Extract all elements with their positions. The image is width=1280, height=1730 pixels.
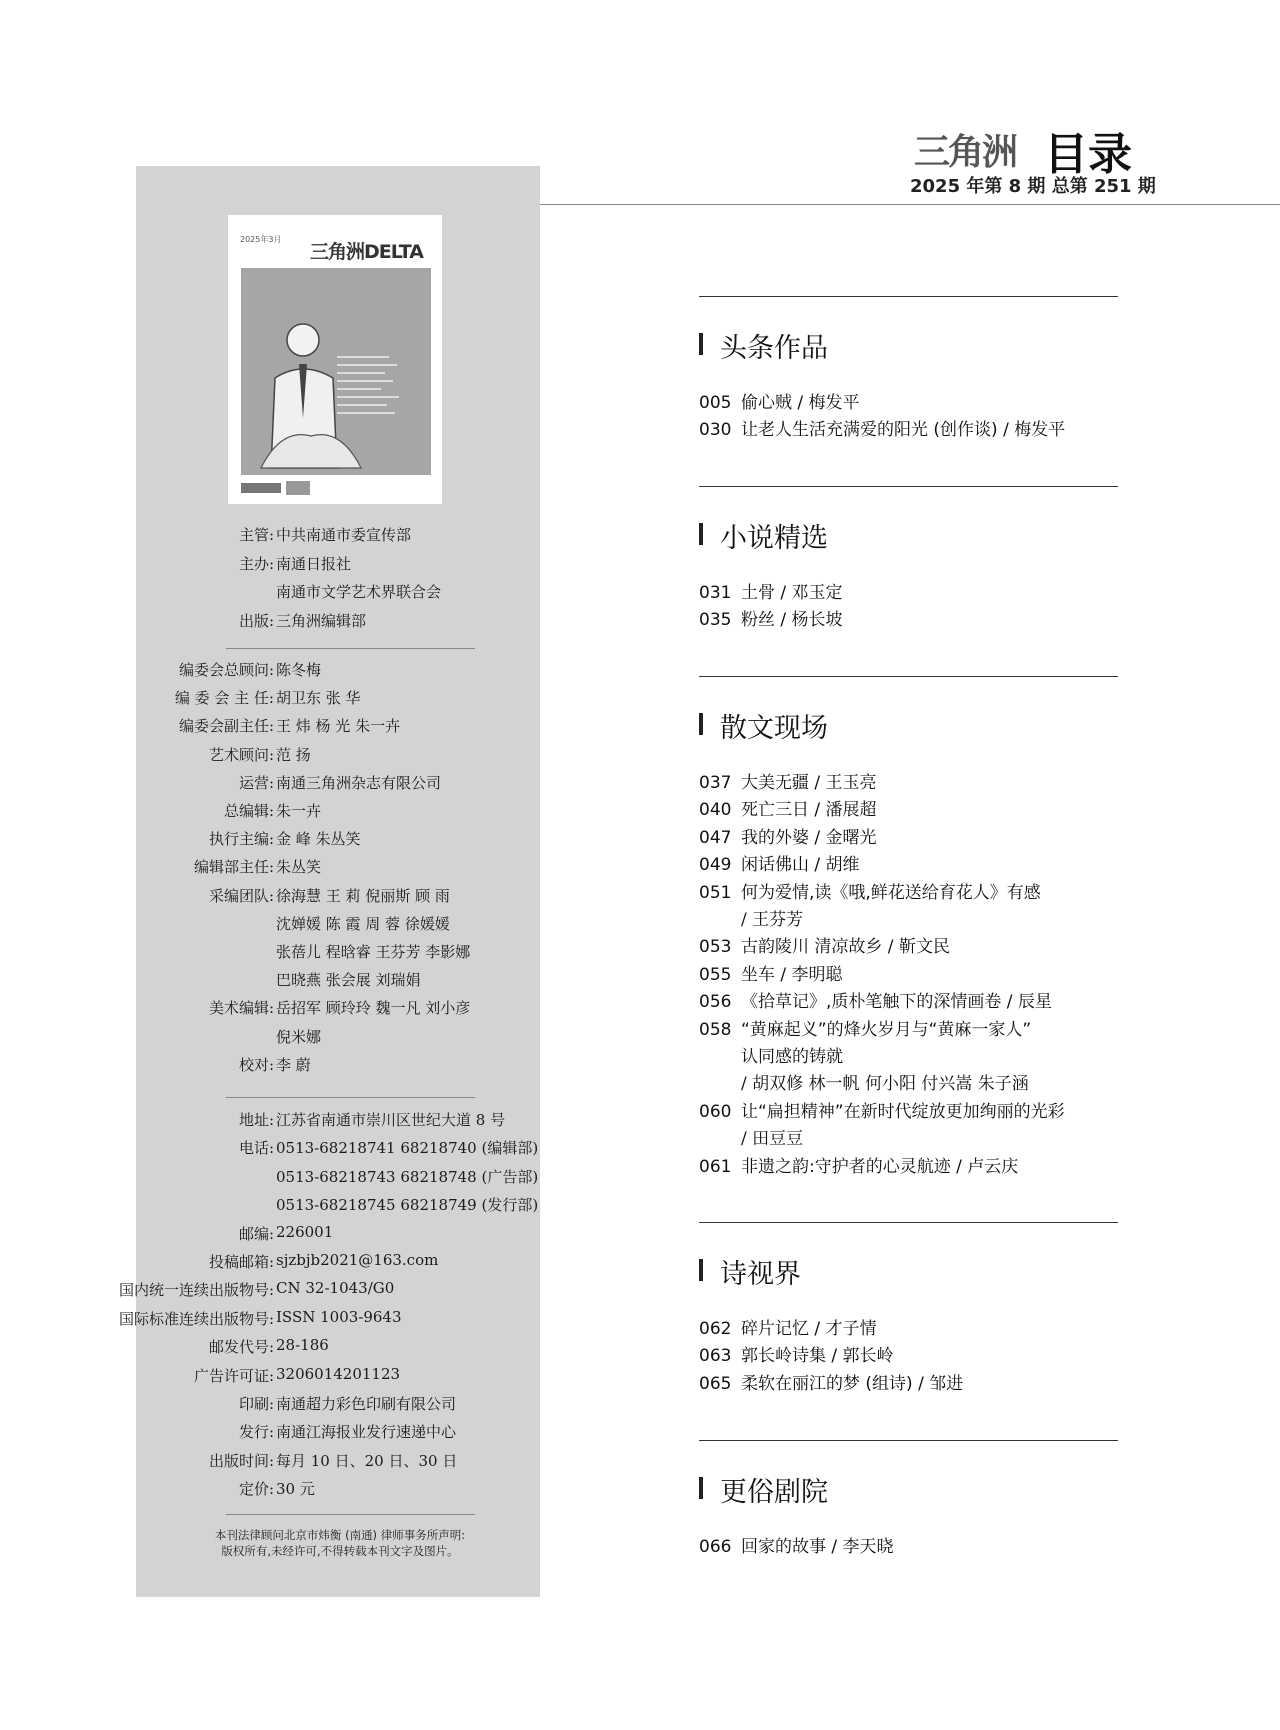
article-title: 郭长岭诗集 [741,1346,826,1367]
author-name: 胡维 [825,855,860,876]
author-separator: / [882,937,899,958]
page-number: 035 [699,610,732,631]
page-number: 065 [699,1373,732,1394]
article-title: 我的外婆 [741,827,809,848]
section-title: 散文现场 [720,713,828,744]
masthead-label: 艺术顾问: [208,745,274,764]
section-title: 头条作品 [720,333,828,364]
page-number: 056 [699,992,732,1013]
article-title: 回家的故事 [741,1537,826,1557]
article-title: 粉丝 [741,610,775,631]
masthead-value: 范 扬 [276,745,311,764]
page-number: 053 [699,937,732,958]
author-separator: / [1001,992,1018,1013]
masthead-value: 中共南通市委宣传部 [276,526,412,544]
masthead-label: 主办: [238,554,274,573]
masthead-value: 江苏省南通市崇川区世纪大道 8 号 [276,1111,506,1129]
author-name: 卢云庆 [967,1156,1019,1177]
page-number: 060 [699,1101,732,1122]
masthead-divider-3 [226,1514,475,1515]
barcode-icon [241,483,281,493]
section-divider [699,1222,1118,1223]
page-number: 037 [699,773,732,793]
qr-code-icon [286,481,310,495]
author-name: 靳文民 [898,937,950,958]
author-separator: / [809,855,826,876]
masthead-label: 执行主编: [208,830,274,849]
author-name: 李明聪 [791,964,843,985]
masthead-divider-2 [226,1097,475,1098]
masthead-value: 0513-68218741 68218740 (编辑部) [276,1139,539,1158]
section-marker [699,523,703,545]
author-separator: / [826,1346,843,1367]
masthead-label: 出版: [238,611,274,630]
toc-entry-continuation: 认同感的铸就 [741,1047,843,1067]
article-title: 大美无疆 [741,773,809,793]
legal-disclaimer [150,1527,530,1559]
masthead-value: sjzbjb2021@163.com [276,1251,439,1269]
masthead-value: 南通日报社 [276,554,352,573]
toc-entry[interactable] [699,1341,894,1366]
article-title: 坐车 [741,964,775,985]
section-divider [699,1440,1118,1441]
author-name: 王玉亮 [825,773,877,793]
masthead-divider-1 [226,648,475,649]
masthead-value: ISSN 1003-9643 [276,1307,402,1326]
masthead-value: 李 蔚 [276,1055,311,1074]
section-marker [699,333,703,355]
cover-image [228,215,442,504]
toc-entry[interactable] [699,960,843,985]
article-title: 柔软在丽江的梦 (组诗) [741,1373,913,1394]
masthead-value: 沈婵媛 陈 霞 周 蓉 徐媛媛 [276,914,450,933]
page-number: 058 [699,1019,732,1040]
toc-entry[interactable] [699,987,1052,1012]
author-name: 金曙光 [825,827,877,848]
author-name: 才子情 [825,1319,877,1339]
author-name: 李天晓 [842,1537,894,1557]
cover-logo: 三角洲DELTA [310,241,423,263]
section-marker [699,713,703,735]
masthead-label: 主管: [238,526,274,544]
cover-date: 2025年3月 [240,235,282,244]
toc-entry[interactable] [699,1015,1031,1040]
toc-entry[interactable] [699,578,843,603]
masthead-label: 邮发代号: [208,1338,274,1357]
masthead-label: 编委会副主任: [178,717,274,736]
toc-entry[interactable] [699,795,877,820]
author-name: 邹进 [929,1373,964,1394]
author-name: 辰星 [1017,992,1052,1013]
masthead-label: 国际标准连续出版物号: [118,1309,274,1328]
magazine-logo: 三角洲 [914,132,1017,173]
author-separator: / [809,1319,826,1339]
author-separator: / [912,1373,930,1394]
masthead-label: 校对: [238,1055,274,1074]
masthead-label: 邮编: [238,1224,274,1243]
masthead-value: 226001 [276,1222,334,1241]
toc-entry[interactable] [699,1532,894,1557]
page-number: 063 [699,1346,732,1367]
masthead-value: 0513-68218745 68218749 (发行部) [276,1196,539,1215]
masthead-label: 编 委 会 主 任: [174,689,274,708]
article-title: 非遗之韵:守护者的心灵航迹 [741,1156,951,1177]
page-number: 047 [699,827,732,848]
page-number: 040 [699,800,732,821]
section-marker [699,1477,703,1499]
masthead-label: 运营: [238,773,274,792]
masthead-value: 南通超力彩色印刷有限公司 [276,1395,457,1413]
masthead-label: 出版时间: [208,1451,274,1470]
toc-entry[interactable] [699,932,950,957]
masthead-value: 30 元 [276,1480,315,1499]
section-divider [699,486,1118,487]
article-title: 让“扁担精神”在新时代绽放更加绚丽的光彩 [741,1101,1065,1122]
toc-entry[interactable] [699,1097,1065,1122]
masthead-label: 投稿邮箱: [208,1253,274,1271]
page-number: 051 [699,882,732,903]
masthead-label: 美术编辑: [208,999,274,1018]
masthead-label: 采编团队: [208,886,274,905]
masthead-value: 陈冬梅 [276,661,322,679]
masthead-label: 广告许可证: [193,1366,274,1385]
masthead-value: 朱一卉 [276,802,322,820]
toc-entry[interactable] [699,823,877,848]
page-number: 062 [699,1319,732,1339]
author-name: 梅发平 [1014,420,1066,441]
section-title: 诗视界 [720,1259,801,1290]
cover-illustration [241,268,431,475]
page-number: 005 [699,393,732,413]
author-name: 梅发平 [808,393,860,413]
toc-entry[interactable] [699,1152,1018,1177]
masthead-label: 定价: [238,1480,274,1499]
article-title: 何为爱情,读《哦,鲜花送给育花人》有感 [741,882,1041,903]
masthead-value: 28-186 [276,1336,329,1355]
section-divider [699,676,1118,677]
page-number: 030 [699,420,732,441]
masthead-label: 电话: [238,1139,274,1158]
author-separator: / [809,800,826,821]
page-number: 066 [699,1537,732,1557]
section-marker [699,1259,703,1281]
author-separator: / [775,583,792,603]
masthead-label: 国内统一连续出版物号: [118,1281,274,1300]
masthead-value: 王 炜 杨 光 朱一卉 [276,717,401,736]
masthead-value: 徐海慧 王 莉 倪丽斯 顾 雨 [276,886,450,905]
article-title: 死亡三日 [741,800,809,821]
author-separator: / [950,1156,968,1177]
page-number: 061 [699,1156,732,1177]
masthead-label: 发行: [238,1423,274,1442]
author-separator: / [809,773,826,793]
author-name: 邓玉定 [791,583,843,603]
page-number: 055 [699,964,732,985]
article-title: 土骨 [741,583,775,603]
masthead-value: 3206014201123 [276,1364,401,1383]
masthead-value: 0513-68218743 68218748 (广告部) [276,1167,539,1186]
page-title: 目录 [1044,129,1132,180]
author-name: 杨长坡 [791,610,843,631]
masthead-value: 岳招军 顾玲玲 魏一凡 刘小彦 [276,999,471,1018]
author-separator: / [809,827,826,848]
masthead-value: 三角洲编辑部 [276,611,367,630]
portrait-illustration [241,268,431,475]
masthead-value: 巴晓燕 张会展 刘瑞娟 [276,971,421,990]
toc-entry-continuation: / 田豆豆 [741,1129,804,1150]
masthead-value: 胡卫东 张 华 [276,689,361,708]
masthead-value: 南通三角洲杂志有限公司 [276,773,442,792]
toc-entry[interactable] [699,1369,963,1394]
page-number: 031 [699,583,732,603]
masthead-value: 南通市文学艺术界联合会 [276,583,442,601]
toc-entry[interactable] [699,415,1065,440]
masthead-label: 编辑部主任: [193,858,274,877]
masthead-label: 编委会总顾问: [178,661,274,679]
article-title: 闲话佛山 [741,855,809,876]
masthead-value: CN 32-1043/G0 [276,1279,395,1298]
section-title: 小说精选 [720,523,828,554]
header-divider [540,204,1280,205]
author-name: 潘展超 [825,800,877,821]
toc-entry-continuation: / 胡双修 林一帆 何小阳 付兴嵩 朱子涵 [741,1074,1029,1095]
masthead-value: 南通江海报业发行速递中心 [276,1423,457,1442]
section-title: 更俗剧院 [720,1477,828,1508]
masthead-label: 印刷: [238,1395,274,1413]
article-title: 《拾草记》,质朴笔触下的深情画卷 [741,992,1002,1013]
toc-entry[interactable] [699,605,843,630]
toc-entry[interactable] [699,878,1041,903]
toc-entry-continuation: / 王芬芳 [741,910,804,930]
section-divider [699,296,1118,297]
disclaimer-line-2: 版权所有,未经许可,不得转载本刊文字及图片。 [221,1544,459,1558]
page-number: 049 [699,855,732,876]
masthead-value: 倪米娜 [276,1027,322,1046]
article-title: 让老人生活充满爱的阳光 (创作谈) [741,420,998,441]
masthead-label: 地址: [238,1111,274,1129]
author-separator: / [775,610,792,631]
masthead-value: 朱丛笑 [276,858,322,877]
toc-entry[interactable] [699,388,860,413]
author-separator: / [792,393,809,413]
article-title: 偷心贼 [741,393,792,413]
masthead-label: 总编辑: [223,802,274,820]
masthead-value: 张蓓儿 程晗睿 王芬芳 李影娜 [276,943,471,961]
article-title: 古韵陵川 清凉故乡 [741,937,883,958]
author-separator: / [775,964,792,985]
issue-info: 2025 年第 8 期 总第 251 期 [910,176,1156,197]
disclaimer-line-1: 本刊法律顾问北京市炜衡 (南通) 律师事务所声明: [214,1528,466,1542]
article-title: “黄麻起义”的烽火岁月与“黄麻一家人” [741,1019,1032,1040]
toc-entry[interactable] [699,850,860,875]
author-name: 郭长岭 [842,1346,894,1367]
masthead-value: 金 峰 朱丛笑 [276,830,361,849]
article-title: 碎片记忆 [741,1319,809,1339]
author-separator: / [826,1537,843,1557]
toc-entry[interactable] [699,768,877,793]
toc-entry[interactable] [699,1314,877,1339]
author-separator: / [997,420,1015,441]
masthead-value: 每月 10 日、20 日、30 日 [276,1451,458,1470]
